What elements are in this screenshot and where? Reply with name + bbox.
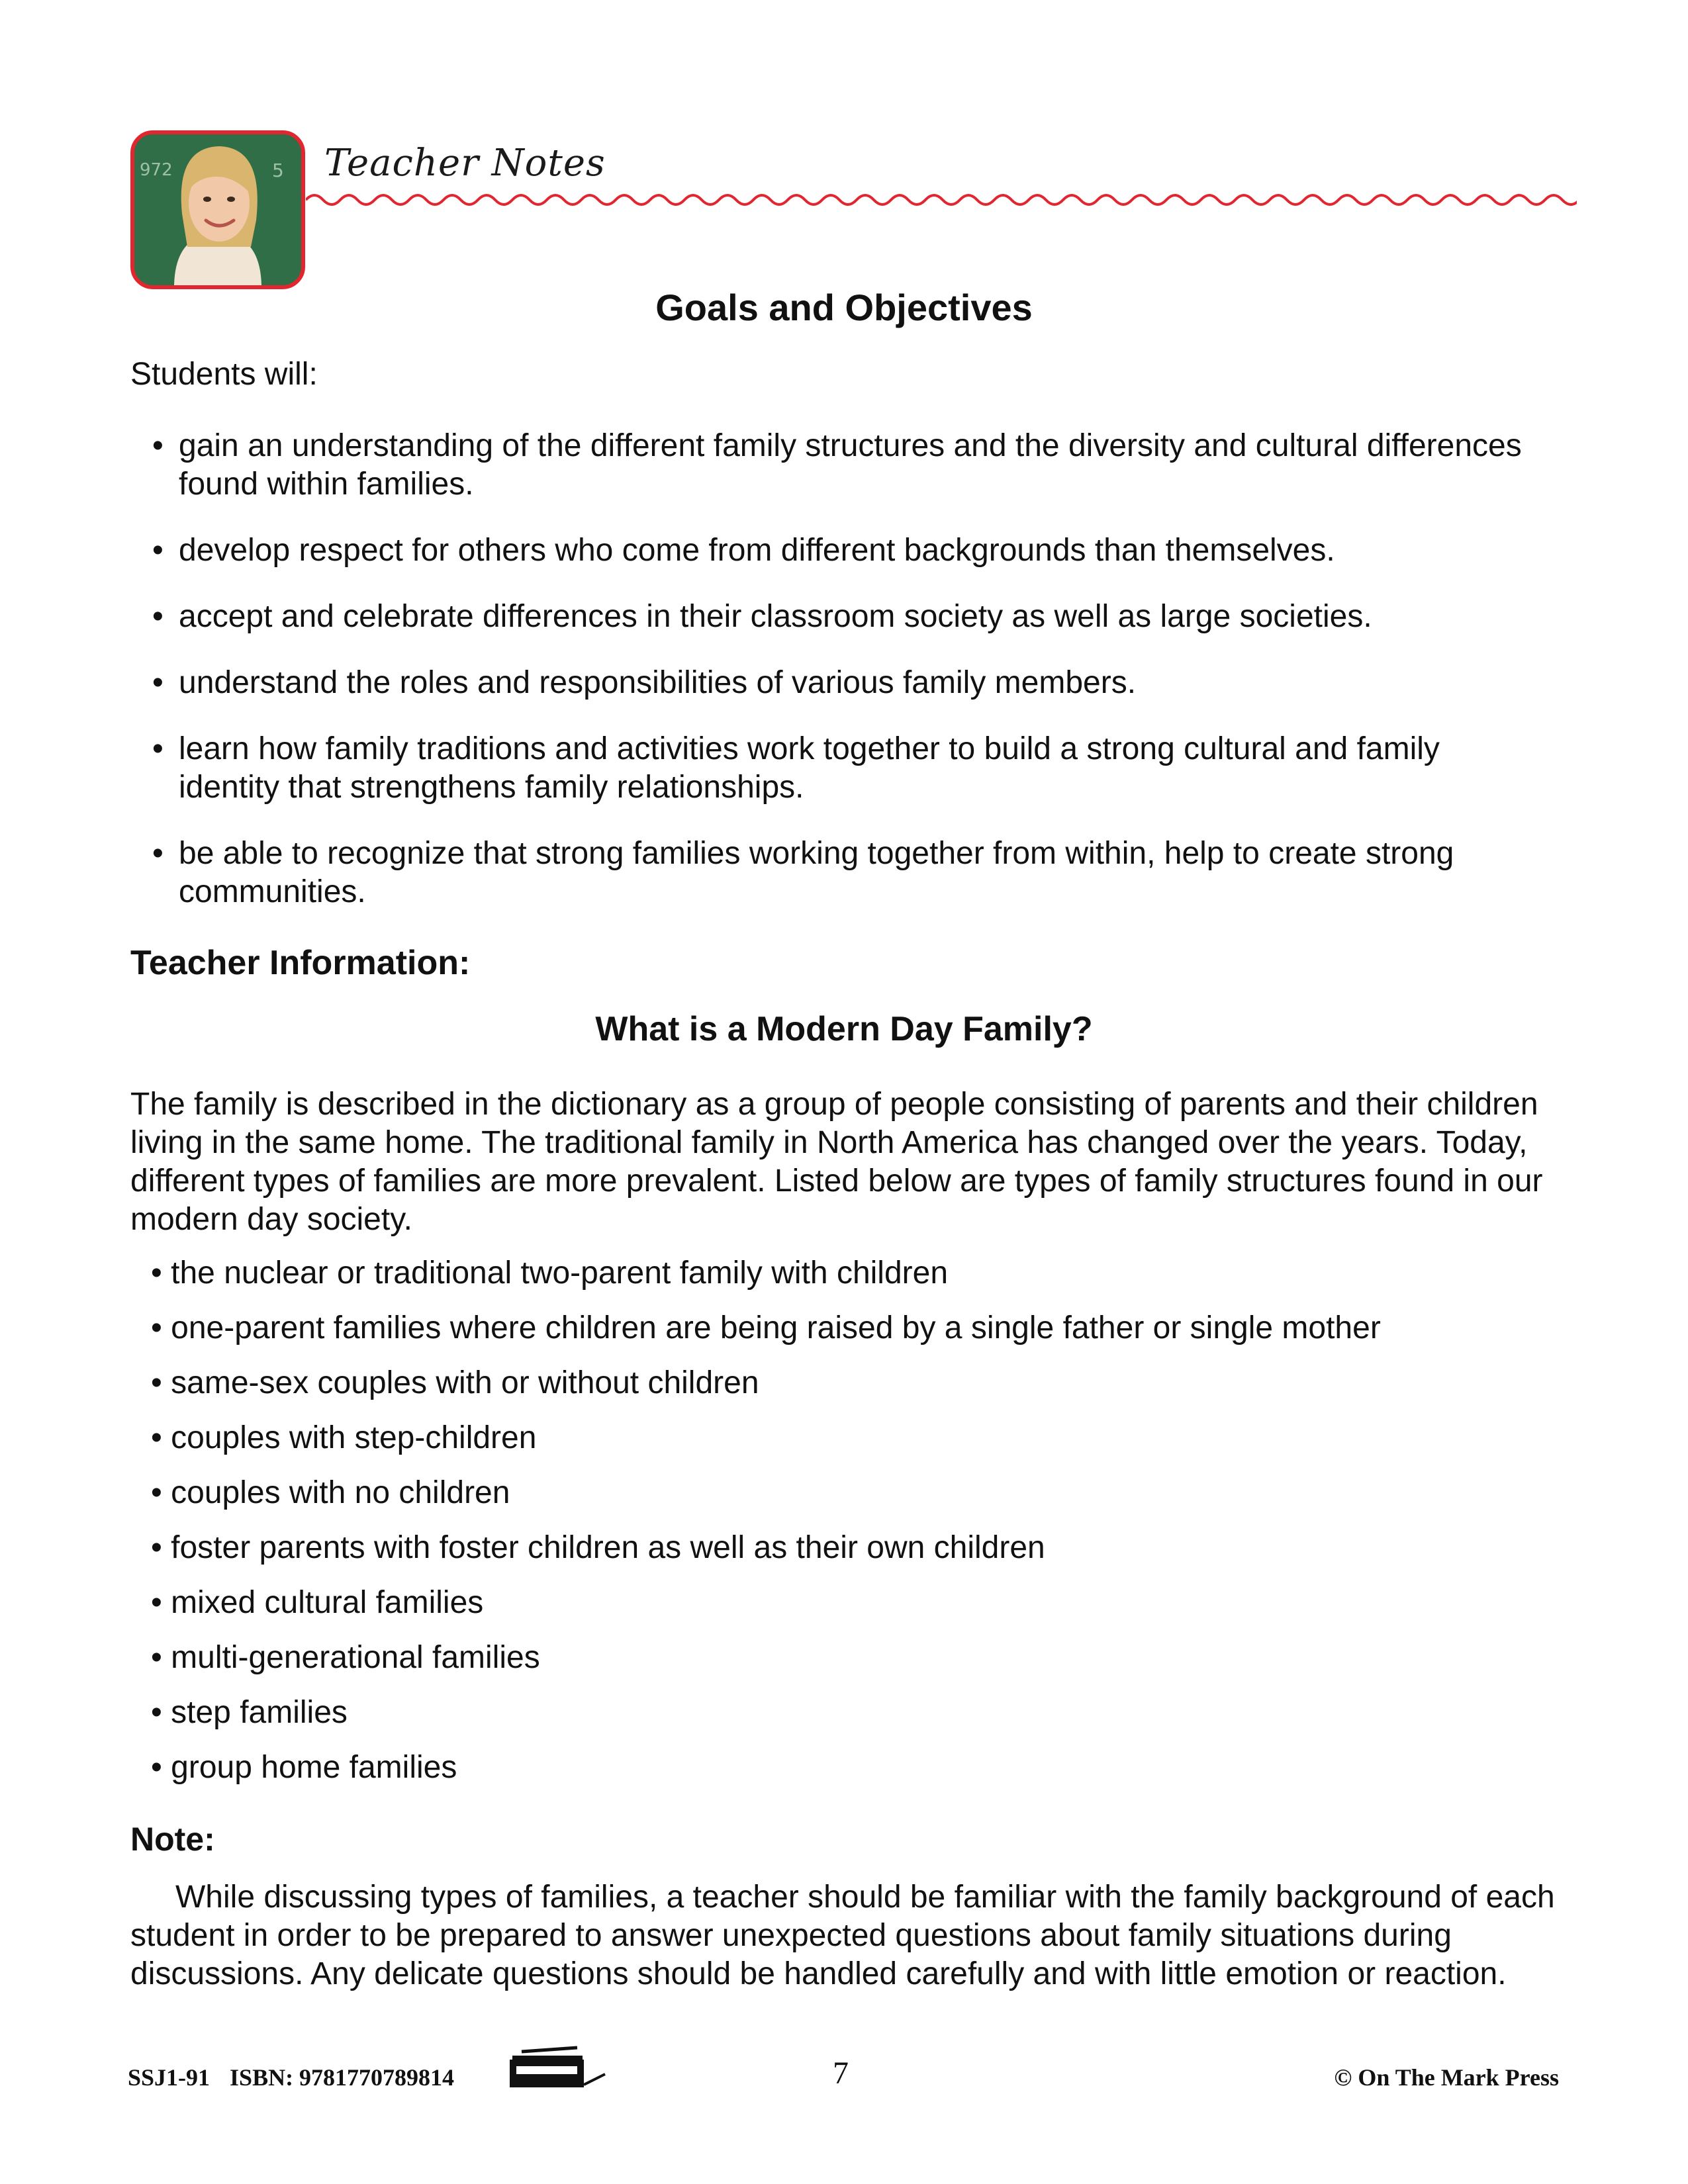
teacher-portrait-image xyxy=(134,134,301,285)
goal-item: • gain an understanding of the different family structures and the diversity and cultural differences found within families. xyxy=(152,428,1522,502)
bullet-icon: • xyxy=(152,665,164,700)
copyright-text: © On The Mark Press xyxy=(1334,2064,1559,2091)
family-type-item: • group home families xyxy=(151,1750,457,1785)
goal-item: • develop respect for others who come from different backgrounds than themselves. xyxy=(152,531,1529,570)
goals-list xyxy=(152,427,1529,939)
family-type-item: • the nuclear or traditional two-parent family with children xyxy=(151,1255,949,1291)
svg-text:972: 972 xyxy=(140,160,173,180)
teacher-photo xyxy=(130,130,305,289)
family-type-item: • same-sex couples with or without children xyxy=(151,1365,759,1400)
product-code: SSJ1-91 xyxy=(128,2064,211,2091)
teacher-notes-label: Teacher Notes xyxy=(324,142,606,185)
family-type-item: • couples with step-children xyxy=(151,1420,537,1455)
page-number: 7 xyxy=(833,2056,849,2091)
goal-item: • learn how family traditions and activities work together to build a strong cultural and family identity that strengthens family relationships. xyxy=(152,731,1440,805)
intro-text: Students will: xyxy=(130,357,318,392)
header-wavy-line xyxy=(306,188,1577,210)
family-types-list xyxy=(151,1254,1381,1803)
family-type-item: • couples with no children xyxy=(151,1475,510,1510)
family-definition-paragraph: The family is described in the dictionary as a group of people consisting of parents and their children living in the same home. The traditional family in North America has changed over the years. Today, different types of families are more prevalent. Listed below are types of family structures found in our modern day society. xyxy=(130,1087,1543,1237)
note-paragraph: While discussing types of families, a teacher should be familiar with the family background of each student in order to be prepared to answer unexpected questions about family situations during discussions. Any delicate questions should be handled carefully and with little emotion or reaction. xyxy=(130,1880,1555,1991)
svg-text:5: 5 xyxy=(272,159,284,181)
family-type-item: • multi-generational families xyxy=(151,1640,540,1675)
family-type-item: • one-parent families where children are being raised by a single father or single mother xyxy=(151,1310,1381,1345)
goal-item: • understand the roles and responsibilities of various family members. xyxy=(152,664,1529,702)
bullet-icon: • xyxy=(152,533,164,568)
family-type-item: • mixed cultural families xyxy=(151,1585,484,1620)
goal-item: • be able to recognize that strong families working together from within, help to create strong communities. xyxy=(152,836,1454,909)
bullet-icon: • xyxy=(152,428,164,463)
note-heading: Note: xyxy=(130,1821,215,1858)
goal-item: • accept and celebrate differences in their classroom society as well as large societies. xyxy=(152,598,1529,636)
bullet-icon: • xyxy=(152,836,164,871)
photocopier-icon xyxy=(508,2045,608,2090)
bullet-icon: • xyxy=(152,731,164,766)
modern-family-subheading: What is a Modern Day Family? xyxy=(595,1010,1093,1048)
family-type-item: • foster parents with foster children as well as their own children xyxy=(151,1530,1045,1565)
isbn-text: ISBN: 9781770789814 xyxy=(230,2064,455,2091)
family-type-item: • step families xyxy=(151,1695,348,1730)
teacher-information-heading: Teacher Information: xyxy=(130,944,471,982)
bullet-icon: • xyxy=(152,599,164,634)
page-title: Goals and Objectives xyxy=(655,287,1033,328)
footer-book-info xyxy=(128,2064,474,2091)
